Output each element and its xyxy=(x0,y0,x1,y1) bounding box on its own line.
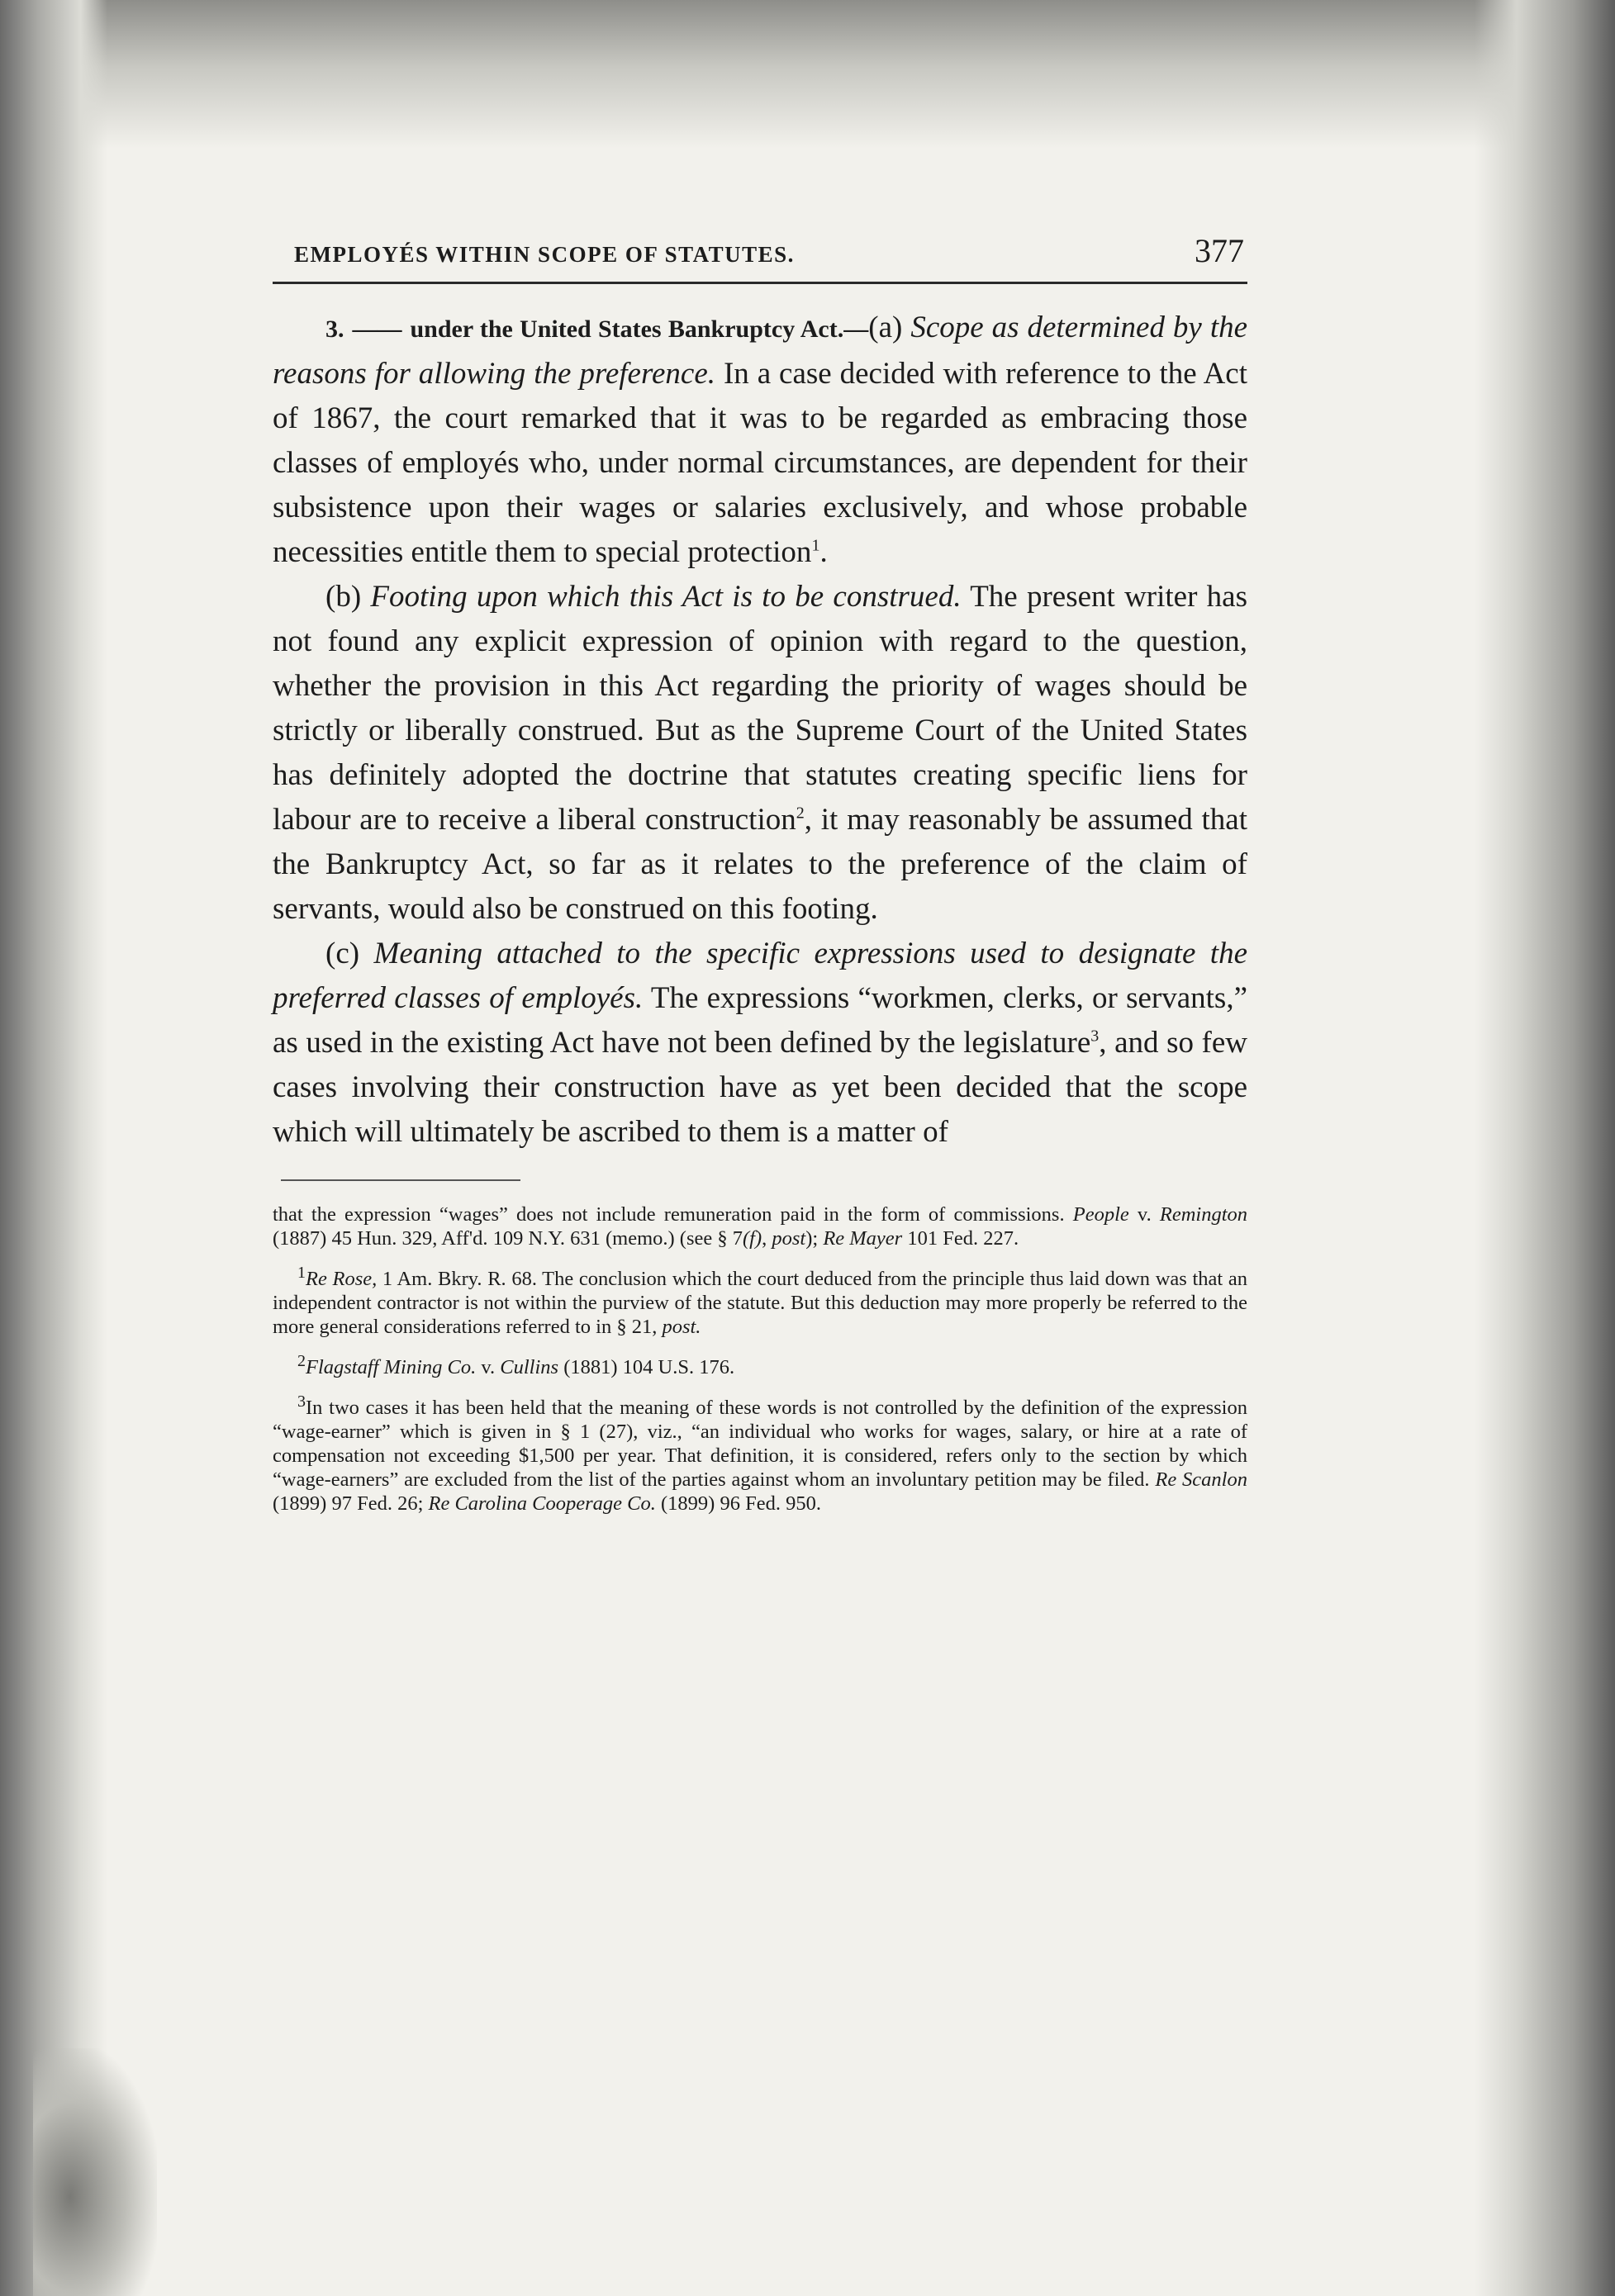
case-name-flagstaff: Flagstaff Mining Co. xyxy=(306,1356,477,1378)
footnote-ref-1: 1 xyxy=(811,536,820,555)
footnote-1-post: post. xyxy=(662,1316,701,1338)
section-dash: —— xyxy=(352,315,402,343)
paragraph-c-text-1: The expressions “workmen, clerks, or servants,” as used in the existing Act have not been defined by the legislature xyxy=(273,981,1247,1060)
section-lead: under the United States Bankruptcy Act.— xyxy=(410,315,869,343)
sub-a-title: Scope as determined by the reasons for allowing the preference. xyxy=(273,311,1248,391)
sub-a-label: (a) xyxy=(868,311,903,344)
sub-b-label: (b) xyxy=(325,580,362,614)
scan-shadow-left xyxy=(0,0,107,2296)
book-page xyxy=(273,231,1247,1532)
section-f: (f) xyxy=(743,1227,762,1250)
sub-c-title: Meaning attached to the specific expressions used to designate the preferred classes of employés. xyxy=(273,937,1248,1015)
paragraph-b-text-2: , it may reasonably be assumed that the Bankruptcy Act, so far as it relates to the preference of the claim of servants, would also be construed on this footing. xyxy=(273,803,1248,926)
section-number: 3. xyxy=(325,315,344,343)
footnote-carry-end: 101 Fed. 227. xyxy=(907,1227,1019,1250)
footnote-1-text: 1 Am. Bkry. R. 68. The conclusion which the court deduced from the principle thus laid down was that an independent contractor is not within the purview of the statute. But this deduction may more properly be referred to the more general considerations referred to in § 21, xyxy=(273,1268,1247,1338)
footnotes xyxy=(273,1203,1247,1516)
page-number: 377 xyxy=(1195,232,1244,269)
footnote-3 xyxy=(273,1392,1247,1516)
footnote-2-mark: 2 xyxy=(297,1351,306,1370)
running-head xyxy=(273,231,1247,284)
post-ref: post xyxy=(772,1227,806,1250)
footnote-carry-text: that the expression “wages” does not include remuneration paid in the form of commissions. xyxy=(273,1203,1065,1226)
paragraph-a-text: In a case decided with reference to the Act of 1867, the court remarked that it was to be regarded as embracing those classes of employés who, under normal circumstances, are dependent for their subsistence upon their wages or salaries exclusively, and whose probable necessities entitle them to special protection xyxy=(273,357,1247,569)
scan-shadow-top xyxy=(0,0,1615,149)
paragraph-b-text-1: The present writer has not found any explicit expression of opinion with regard to the question, whether the provision in this Act regarding the priority of wages should be strictly or liberally construed. But as the Supreme Court of the United States has definitely adopted the doctrine that statutes creating specific liens for labour are to receive a liberal construction xyxy=(273,580,1247,837)
paragraph-c xyxy=(273,932,1247,1155)
footnote-3-cite: (1899) 97 Fed. 26; xyxy=(273,1492,424,1515)
footnote-1-mark: 1 xyxy=(297,1263,306,1282)
footnote-carry-cite: (1887) 45 Hun. 329, Aff'd. 109 N.Y. 631 (memo.) (see § 7 xyxy=(273,1227,743,1250)
footnote-ref-2: 2 xyxy=(796,804,805,823)
footnote-continuation xyxy=(273,1203,1247,1250)
footnote-ref-3: 3 xyxy=(1090,1027,1100,1046)
case-name-remington: Remington xyxy=(1159,1203,1248,1226)
footnote-carry-comma: , xyxy=(762,1227,767,1250)
footnote-3-text: In two cases it has been held that the meaning of these words is not controlled by the definition of the expression “wage-earner” which is given in § 1 (27), viz., “an individual who works for wages, salary, or hire at a rate of compensation not exceeding $1,500 per year. That definition, it is considered, refers only to the section by which “wage-earners” are excluded from the list of the parties against whom an involuntary petition may be filed. xyxy=(273,1397,1247,1491)
footnote-3-mark: 3 xyxy=(297,1392,306,1411)
body-text xyxy=(273,306,1247,1155)
sub-b-title: Footing upon which this Act is to be construed. xyxy=(370,580,962,614)
footnote-rule xyxy=(281,1179,520,1181)
footnote-2-v: v. xyxy=(481,1356,496,1378)
footnote-2 xyxy=(273,1351,1247,1379)
sub-c-label: (c) xyxy=(325,937,360,970)
footnote-2-text: (1881) 104 U.S. 176. xyxy=(563,1356,735,1378)
case-name-people: People xyxy=(1072,1203,1129,1226)
footnote-carry-close: ); xyxy=(805,1227,819,1250)
case-name-re-rose: Re Rose, xyxy=(306,1268,378,1290)
scan-shadow-right xyxy=(1475,0,1615,2296)
footnote-3-cite-2: (1899) 96 Fed. 950. xyxy=(661,1492,821,1515)
paragraph-b xyxy=(273,575,1247,932)
paragraph-a-end: . xyxy=(819,535,828,569)
footnote-1 xyxy=(273,1263,1247,1339)
case-name-re-mayer: Re Mayer xyxy=(823,1227,903,1250)
scan-smudge xyxy=(33,2048,157,2296)
case-name-cullins: Cullins xyxy=(500,1356,559,1378)
paragraph-c-text-2: , and so few cases involving their construction have as yet been decided that the scope which will ultimately be ascribed to them is a matter of xyxy=(273,1026,1247,1149)
case-name-re-scanlon: Re Scanlon xyxy=(1155,1468,1247,1491)
case-v: v. xyxy=(1137,1203,1152,1226)
running-title: EMPLOYÉS WITHIN SCOPE OF STATUTES. xyxy=(294,242,795,267)
case-name-carolina: Re Carolina Cooperage Co. xyxy=(428,1492,656,1515)
paragraph-a xyxy=(273,306,1247,575)
